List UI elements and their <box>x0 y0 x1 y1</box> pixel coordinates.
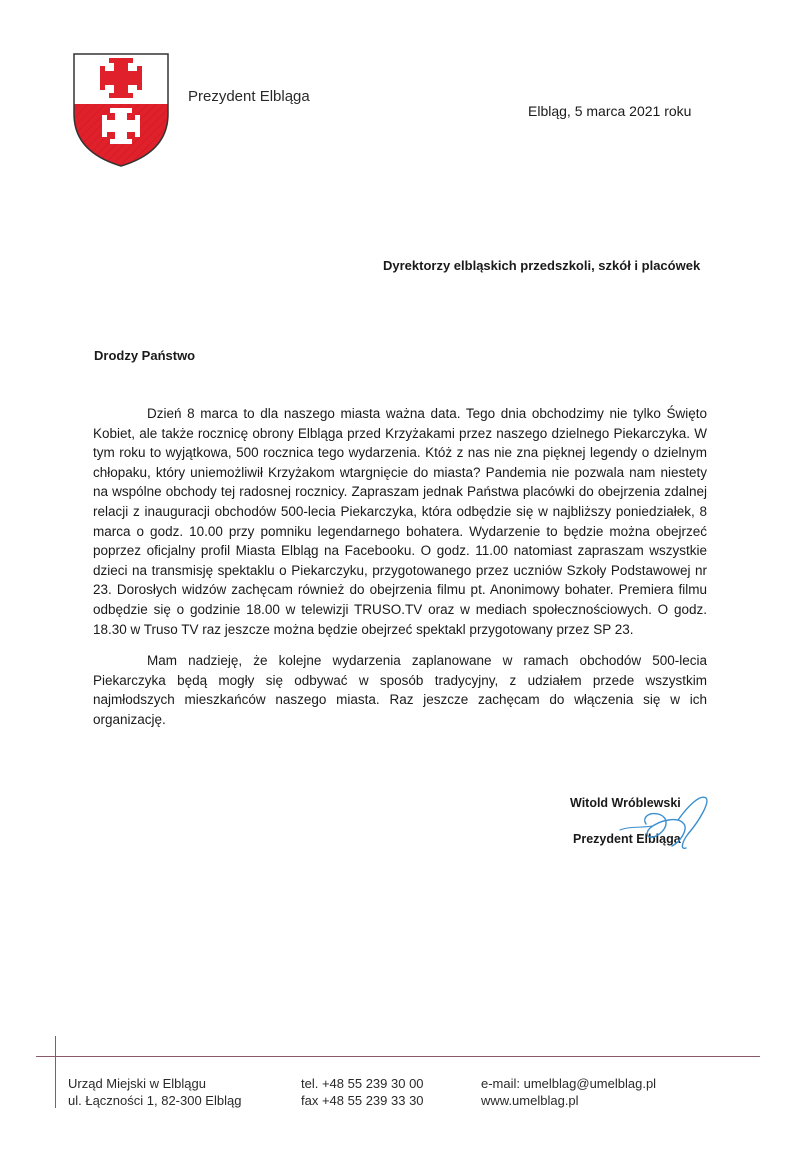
handwritten-signature-icon <box>560 790 720 870</box>
footer-phone-column <box>301 1075 424 1109</box>
office-title: Prezydent Elbląga <box>188 88 310 105</box>
footer-phone: tel. +48 55 239 30 00 <box>301 1076 424 1091</box>
letter-body <box>93 404 707 742</box>
footer-divider-vertical <box>55 1036 56 1108</box>
paragraph-1: Dzień 8 marca to dla naszego miasta ważna data. Tego dnia obchodzimy nie tylko Święto Kobiet, ale także rocznicę obrony Elbląga przed Krzyżakami przez naszego dzielnego Piekarczyka. W tym roku to wyjątkowa, 500 rocznica tego wydarzenia. Któż z nas nie zna pięknej legendy o dzielnym chłopaku, który uniemożliwił Krzyżakom wtargnięcie do miasta? Pandemia nie pozwala nam niestety na wspólne obchody tej radosnej rocznicy. Zapraszam jednak Państwa placówki do obejrzenia zdalnej relacji z inauguracji obchodów 500-lecia Piekarczyka, która odbędzie się w najbliższy poniedziałek, 8 marca o godz. 10.00 przy pomniku legendarnego bohatera. Wydarzenie to będzie można obejrzeć poprzez oficjalny profil Miasta Elbląg na Facebooku. O godz. 11.00 natomiast zapraszam wszystkie dzieci na transmisję spektaklu o Piekarczyku, przygotowanego przez uczniów Szkoły Podstawowej nr 23. Dorosłych widzów zachęcam również do obejrzenia filmu pt. Anonimowy bohater. Premiera filmu odbędzie się o godzinie 18.00 w telewizji TRUSO.TV oraz w mediach społecznościowych. O godz. 18.30 w Truso TV raz jeszcze można będzie obejrzeć spektakl przygotowany przez SP 23. <box>93 406 707 637</box>
paragraph-2: Mam nadzieję, że kolejne wydarzenia zaplanowane w ramach obchodów 500-lecia Piekarczyka będą mogły się odbywać w sposób tradycyjny, z udziałem przede wszystkim najmłodszych mieszkańców naszego miasta. Raz jeszcze zachęcam do włączenia się w ich organizację. <box>93 653 707 727</box>
footer-fax: fax +48 55 239 33 30 <box>301 1093 424 1108</box>
footer-office-name: Urząd Miejski w Elblągu <box>68 1076 206 1091</box>
place-and-date: Elbląg, 5 marca 2021 roku <box>528 103 692 119</box>
signatory-role: Prezydent Elbląga <box>573 832 681 846</box>
footer-office-column <box>68 1075 241 1109</box>
signatory-name: Witold Wróblewski <box>570 796 681 810</box>
footer-divider-horizontal <box>36 1056 760 1057</box>
footer-contact-column <box>481 1075 656 1109</box>
salutation: Drodzy Państwo <box>94 348 196 363</box>
footer-email[interactable]: e-mail: umelblag@umelblag.pl <box>481 1076 657 1091</box>
footer-address: ul. Łączności 1, 82-300 Elbląg <box>68 1093 242 1108</box>
footer-website[interactable]: www.umelblag.pl <box>481 1093 579 1108</box>
addressee: Dyrektorzy elbląskich przedszkoli, szkół i placówek <box>383 258 701 273</box>
signature-block <box>560 790 720 870</box>
elblag-coat-of-arms-icon <box>72 52 170 168</box>
